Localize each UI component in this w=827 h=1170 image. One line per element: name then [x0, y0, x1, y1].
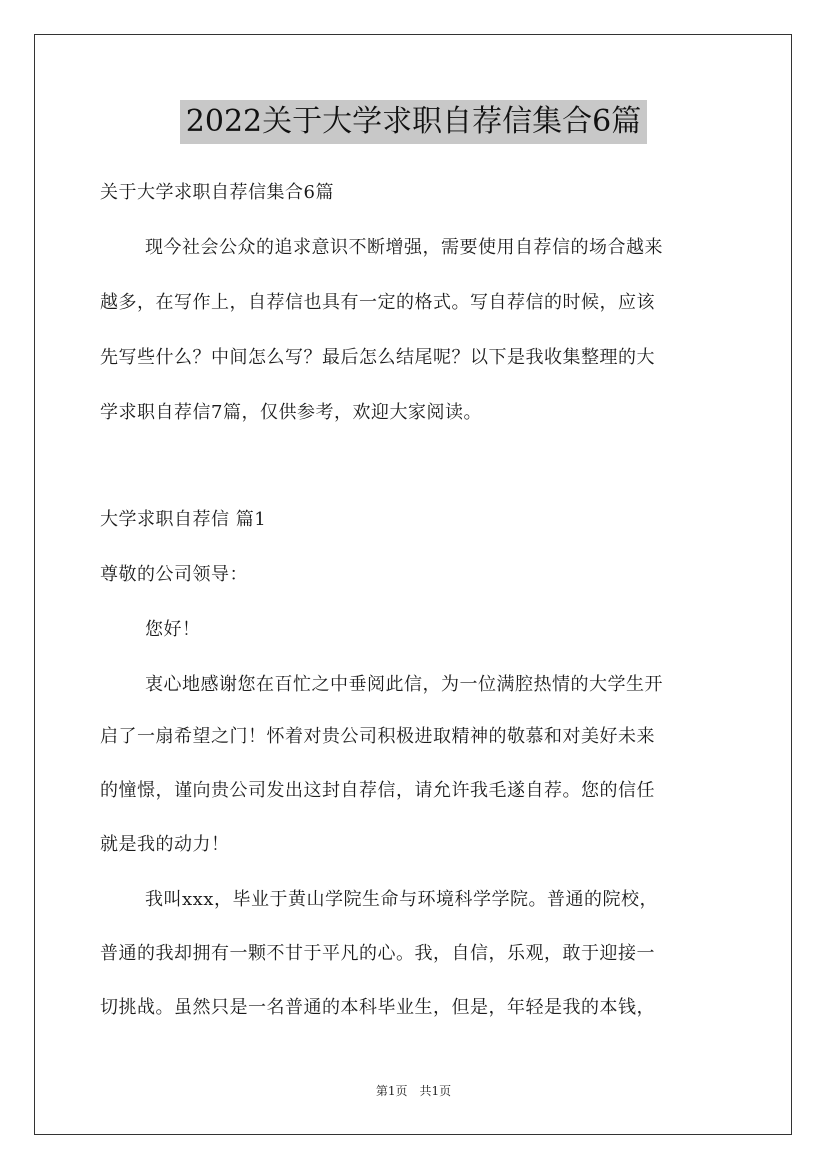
intro-line: 学求职自荐信7篇，仅供参考，欢迎大家阅读。 [100, 402, 482, 423]
paragraph-line: 普通的我却拥有一颗不甘于平凡的心。我，自信，乐观，敢于迎接一 [100, 943, 655, 964]
page-footer [0, 1083, 827, 1099]
greeting: 您好！ [145, 619, 201, 640]
document-subtitle: 关于大学求职自荐信集合6篇 [100, 182, 334, 203]
page-number: 第1页 [375, 1084, 408, 1098]
intro-line: 现今社会公众的追求意识不断增强，需要使用自荐信的场合越来 [145, 237, 663, 258]
paragraph-line: 就是我的动力！ [100, 834, 230, 855]
paragraph-line: 启了一扇希望之门！怀着对贵公司积极进取精神的敬慕和对美好未来 [100, 726, 655, 747]
document-title: 2022关于大学求职自荐信集合6篇 [180, 100, 647, 144]
page-total: 共1页 [419, 1084, 452, 1098]
paragraph-line: 我叫xxx，毕业于黄山学院生命与环境科学学院。普通的院校， [145, 889, 658, 910]
paragraph-line: 的憧憬，谨向贵公司发出这封自荐信，请允许我毛遂自荐。您的信任 [100, 780, 655, 801]
section-heading: 大学求职自荐信 篇1 [100, 509, 267, 530]
paragraph-line: 衷心地感谢您在百忙之中垂阅此信，为一位满腔热情的大学生开 [145, 674, 663, 695]
intro-line: 先写些什么？中间怎么写？最后怎么结尾呢？以下是我收集整理的大 [100, 347, 655, 368]
salutation: 尊敬的公司领导： [100, 564, 248, 585]
paragraph-line: 切挑战。虽然只是一名普通的本科毕业生，但是，年轻是我的本钱， [100, 997, 655, 1018]
intro-line: 越多，在写作上，自荐信也具有一定的格式。写自荐信的时候，应该 [100, 292, 655, 313]
